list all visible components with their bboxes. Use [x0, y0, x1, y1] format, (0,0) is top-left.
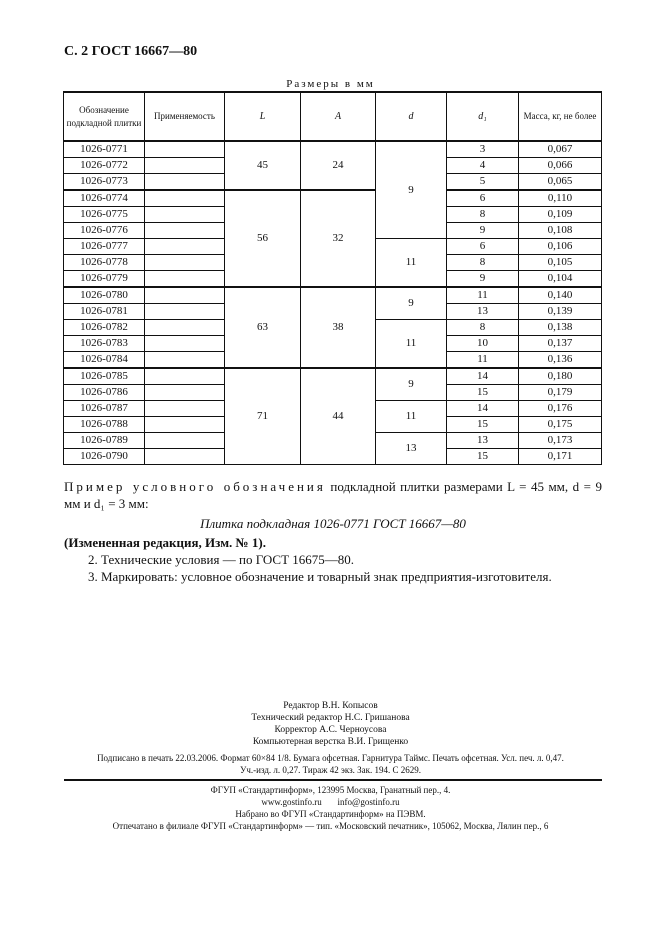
- mass-cell: 0,110: [519, 190, 602, 207]
- divider: [64, 779, 602, 781]
- item-2: 2. Технические условия — по ГОСТ 16675—80.: [88, 552, 355, 567]
- mass-cell: 0,109: [519, 207, 602, 223]
- L-cell: 71: [225, 368, 301, 465]
- L-cell: 45: [225, 141, 301, 190]
- d1-cell: 11: [447, 287, 519, 304]
- signed-line: Подписано в печать 22.03.2006. Формат 60×84 1/8. Бумага офсетная. Гарнитура Таймс. Печать офсетная. Усл. печ. л. 0,47.: [97, 753, 564, 763]
- designation-cell: 1026-0780: [64, 287, 145, 304]
- page-header: С. 2 ГОСТ 16667—80: [64, 44, 198, 59]
- applicability-cell: [145, 223, 225, 239]
- example-text: подкладной плитки размерами L = 45 мм, d = 9 мм и d₁ = 3 мм:: [64, 479, 602, 511]
- designation-cell: 1026-0787: [64, 401, 145, 417]
- designation-cell: 1026-0788: [64, 417, 145, 433]
- mass-cell: 0,067: [519, 141, 602, 158]
- editors-block: [0, 700, 661, 748]
- col-L: L: [225, 92, 301, 141]
- d1-cell: 5: [447, 174, 519, 191]
- tech-editor: Технический редактор Н.С. Гришанова: [251, 713, 410, 723]
- designation-cell: 1026-0775: [64, 207, 145, 223]
- publisher-block: [0, 784, 661, 832]
- applicability-cell: [145, 141, 225, 158]
- table-row: [64, 368, 602, 385]
- d1-cell: 15: [447, 449, 519, 465]
- designation-cell: 1026-0789: [64, 433, 145, 449]
- designation-cell: 1026-0778: [64, 255, 145, 271]
- dimensions-table: [63, 91, 602, 465]
- designation-cell: 1026-0782: [64, 320, 145, 336]
- d-cell: 11: [376, 239, 447, 288]
- d1-cell: 8: [447, 320, 519, 336]
- applicability-cell: [145, 417, 225, 433]
- A-cell: 32: [301, 190, 376, 287]
- mass-cell: 0,106: [519, 239, 602, 255]
- col-mass: Масса, кг, не более: [519, 92, 602, 141]
- col-A: A: [301, 92, 376, 141]
- designation-cell: 1026-0776: [64, 223, 145, 239]
- edition-note: (Измененная редакция, Изм. № 1).: [64, 535, 266, 550]
- applicability-cell: [145, 287, 225, 304]
- designation-cell: 1026-0783: [64, 336, 145, 352]
- signed-line-2: Уч.-изд. л. 0,27. Тираж 42 экз. Зак. 194. С 2629.: [239, 765, 422, 775]
- mass-cell: 0,175: [519, 417, 602, 433]
- d1-cell: 10: [447, 336, 519, 352]
- d1-cell: 6: [447, 239, 519, 255]
- d1-cell: 13: [447, 433, 519, 449]
- applicability-cell: [145, 368, 225, 385]
- d1-cell: 9: [447, 271, 519, 288]
- d-cell: 9: [376, 141, 447, 239]
- d1-cell: 11: [447, 352, 519, 369]
- col-d: d: [376, 92, 447, 141]
- designation-cell: 1026-0777: [64, 239, 145, 255]
- d-cell: 11: [376, 320, 447, 369]
- mass-cell: 0,065: [519, 174, 602, 191]
- mass-cell: 0,138: [519, 320, 602, 336]
- applicability-cell: [145, 352, 225, 369]
- units-caption: Размеры в мм: [286, 78, 375, 90]
- mass-cell: 0,140: [519, 287, 602, 304]
- d-cell: 9: [376, 287, 447, 320]
- publisher-address: ФГУП «Стандартинформ», 123995 Москва, Гранатный пер., 4.: [210, 785, 451, 795]
- d-cell: 11: [376, 401, 447, 433]
- example-lead: Пример условного обозначения: [64, 479, 326, 494]
- applicability-cell: [145, 239, 225, 255]
- applicability-cell: [145, 401, 225, 417]
- applicability-cell: [145, 158, 225, 174]
- d1-cell: 6: [447, 190, 519, 207]
- applicability-cell: [145, 207, 225, 223]
- publisher-web: www.gostinfo.ru info@gostinfo.ru: [261, 797, 400, 807]
- mass-cell: 0,173: [519, 433, 602, 449]
- applicability-cell: [145, 385, 225, 401]
- designation-cell: 1026-0784: [64, 352, 145, 369]
- designation-cell: 1026-0785: [64, 368, 145, 385]
- d1-cell: 14: [447, 368, 519, 385]
- mass-cell: 0,066: [519, 158, 602, 174]
- mass-cell: 0,176: [519, 401, 602, 417]
- d1-cell: 3: [447, 141, 519, 158]
- d1-cell: 13: [447, 304, 519, 320]
- layout-editor: Компьютерная верстка В.И. Грищенко: [252, 737, 409, 747]
- A-cell: 44: [301, 368, 376, 465]
- applicability-cell: [145, 190, 225, 207]
- print-info: [0, 752, 661, 776]
- mass-cell: 0,108: [519, 223, 602, 239]
- designation-cell: 1026-0772: [64, 158, 145, 174]
- d1-cell: 14: [447, 401, 519, 417]
- example-paragraph: [64, 478, 602, 585]
- applicability-cell: [145, 336, 225, 352]
- d1-cell: 8: [447, 255, 519, 271]
- mass-cell: 0,180: [519, 368, 602, 385]
- editor: Редактор В.Н. Копысов: [283, 701, 378, 711]
- applicability-cell: [145, 433, 225, 449]
- designation-cell: 1026-0790: [64, 449, 145, 465]
- d-cell: 9: [376, 368, 447, 401]
- printer-note: Отпечатано в филиале ФГУП «Стандартинформ» — тип. «Московский печатник», 105062, Москва, Лялин пер., 6: [112, 821, 549, 831]
- d1-cell: 15: [447, 385, 519, 401]
- L-cell: 56: [225, 190, 301, 287]
- designation-cell: 1026-0781: [64, 304, 145, 320]
- d1-cell: 4: [447, 158, 519, 174]
- applicability-cell: [145, 255, 225, 271]
- applicability-cell: [145, 304, 225, 320]
- d-cell: 13: [376, 433, 447, 465]
- designation-cell: 1026-0773: [64, 174, 145, 191]
- typeset-note: Набрано во ФГУП «Стандартинформ» на ПЭВМ.: [235, 809, 426, 819]
- mass-cell: 0,105: [519, 255, 602, 271]
- example-designation: Плитка подкладная 1026-0771 ГОСТ 16667—80: [200, 516, 466, 531]
- A-cell: 24: [301, 141, 376, 190]
- table-row: [64, 141, 602, 158]
- table-row: [64, 190, 602, 207]
- d1-cell: 9: [447, 223, 519, 239]
- designation-cell: 1026-0786: [64, 385, 145, 401]
- applicability-cell: [145, 174, 225, 191]
- applicability-cell: [145, 449, 225, 465]
- A-cell: 38: [301, 287, 376, 368]
- col-applicability: Применяемость: [145, 92, 225, 141]
- applicability-cell: [145, 271, 225, 288]
- mass-cell: 0,139: [519, 304, 602, 320]
- col-d1: d₁: [447, 92, 519, 141]
- col-designation: Обозначение подкладной плитки: [64, 92, 145, 141]
- designation-cell: 1026-0779: [64, 271, 145, 288]
- mass-cell: 0,137: [519, 336, 602, 352]
- mass-cell: 0,179: [519, 385, 602, 401]
- d1-cell: 8: [447, 207, 519, 223]
- proofreader: Корректор А.С. Черноусова: [274, 725, 387, 735]
- designation-cell: 1026-0771: [64, 141, 145, 158]
- designation-cell: 1026-0774: [64, 190, 145, 207]
- applicability-cell: [145, 320, 225, 336]
- d1-cell: 15: [447, 417, 519, 433]
- L-cell: 63: [225, 287, 301, 368]
- mass-cell: 0,136: [519, 352, 602, 369]
- item-3: 3. Маркировать: условное обозначение и товарный знак предприятия-изготовителя.: [88, 569, 552, 584]
- mass-cell: 0,104: [519, 271, 602, 288]
- table-row: [64, 287, 602, 304]
- mass-cell: 0,171: [519, 449, 602, 465]
